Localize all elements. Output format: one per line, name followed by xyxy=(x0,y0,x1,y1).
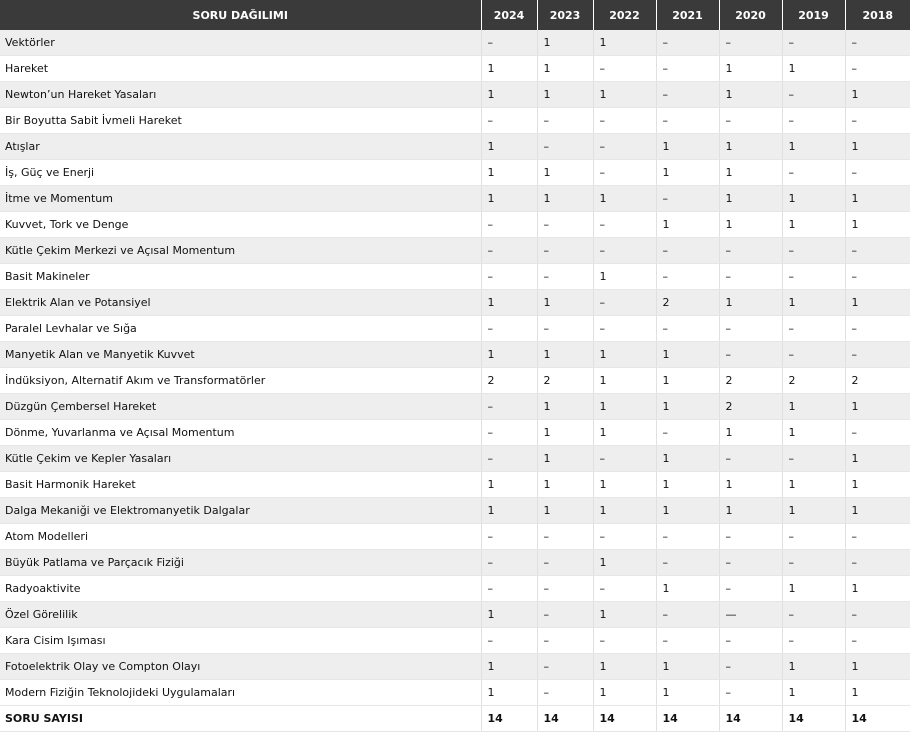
count-cell: – xyxy=(845,524,910,550)
count-cell: 1 xyxy=(593,420,656,446)
count-cell: 1 xyxy=(593,342,656,368)
count-cell: 2 xyxy=(845,368,910,394)
topic-cell: Atom Modelleri xyxy=(0,524,481,550)
count-cell: – xyxy=(845,602,910,628)
count-cell: 1 xyxy=(719,212,782,238)
table-row xyxy=(0,394,910,420)
total-cell: 14 xyxy=(782,706,845,732)
table-row xyxy=(0,56,910,82)
count-cell: 1 xyxy=(782,472,845,498)
count-cell: – xyxy=(593,134,656,160)
count-cell: – xyxy=(719,316,782,342)
count-cell: 2 xyxy=(719,368,782,394)
topic-cell: Radyoaktivite xyxy=(0,576,481,602)
count-cell: 1 xyxy=(845,186,910,212)
count-cell: 1 xyxy=(537,160,593,186)
topic-cell: Kütle Çekim Merkezi ve Açısal Momentum xyxy=(0,238,481,264)
table-row xyxy=(0,628,910,654)
count-cell: – xyxy=(782,316,845,342)
count-cell: 1 xyxy=(593,550,656,576)
topic-cell: Dönme, Yuvarlanma ve Açısal Momentum xyxy=(0,420,481,446)
topic-cell: Modern Fiziğin Teknolojideki Uygulamaları xyxy=(0,680,481,706)
table-body xyxy=(0,30,910,732)
count-cell: – xyxy=(593,56,656,82)
count-cell: 1 xyxy=(656,680,719,706)
count-cell: 1 xyxy=(782,290,845,316)
table-row xyxy=(0,368,910,394)
table-row xyxy=(0,212,910,238)
count-cell: – xyxy=(782,602,845,628)
header-year: 2018 xyxy=(845,0,910,30)
table-row xyxy=(0,602,910,628)
header-row xyxy=(0,0,910,30)
count-cell: 1 xyxy=(481,82,537,108)
topic-cell: Dalga Mekaniği ve Elektromanyetik Dalgalar xyxy=(0,498,481,524)
count-cell: – xyxy=(782,160,845,186)
count-cell: 1 xyxy=(537,30,593,56)
count-cell: – xyxy=(593,108,656,134)
count-cell: – xyxy=(537,524,593,550)
count-cell: – xyxy=(845,160,910,186)
count-cell: – xyxy=(845,628,910,654)
count-cell: – xyxy=(845,316,910,342)
count-cell: — xyxy=(719,602,782,628)
count-cell: – xyxy=(719,680,782,706)
header-year: 2021 xyxy=(656,0,719,30)
count-cell: 1 xyxy=(537,82,593,108)
count-cell: 1 xyxy=(845,654,910,680)
count-cell: – xyxy=(782,108,845,134)
count-cell: 1 xyxy=(656,576,719,602)
count-cell: 1 xyxy=(719,56,782,82)
count-cell: – xyxy=(719,576,782,602)
count-cell: 1 xyxy=(782,576,845,602)
count-cell: 1 xyxy=(845,446,910,472)
count-cell: 1 xyxy=(593,498,656,524)
count-cell: – xyxy=(537,680,593,706)
count-cell: 1 xyxy=(481,498,537,524)
table-row xyxy=(0,290,910,316)
count-cell: 1 xyxy=(845,680,910,706)
count-cell: 1 xyxy=(782,654,845,680)
count-cell: – xyxy=(593,212,656,238)
count-cell: 2 xyxy=(481,368,537,394)
header-topic: SORU DAĞILIMI xyxy=(0,0,481,30)
count-cell: 1 xyxy=(593,680,656,706)
count-cell: 2 xyxy=(656,290,719,316)
count-cell: – xyxy=(537,550,593,576)
count-cell: – xyxy=(593,160,656,186)
count-cell: 1 xyxy=(782,394,845,420)
count-cell: 1 xyxy=(845,498,910,524)
table-row xyxy=(0,342,910,368)
count-cell: 1 xyxy=(719,134,782,160)
count-cell: 1 xyxy=(782,212,845,238)
table-row xyxy=(0,680,910,706)
topic-cell: Paralel Levhalar ve Sığa xyxy=(0,316,481,342)
count-cell: – xyxy=(656,186,719,212)
count-cell: 1 xyxy=(481,290,537,316)
count-cell: 1 xyxy=(845,394,910,420)
count-cell: 1 xyxy=(593,472,656,498)
count-cell: – xyxy=(656,108,719,134)
count-cell: – xyxy=(537,108,593,134)
count-cell: – xyxy=(537,628,593,654)
count-cell: – xyxy=(481,108,537,134)
topic-cell: Düzgün Çembersel Hareket xyxy=(0,394,481,420)
total-row xyxy=(0,706,910,732)
count-cell: 1 xyxy=(656,394,719,420)
topic-cell: Kara Cisim Işıması xyxy=(0,628,481,654)
count-cell: – xyxy=(656,30,719,56)
count-cell: – xyxy=(719,30,782,56)
count-cell: – xyxy=(656,238,719,264)
count-cell: – xyxy=(656,264,719,290)
count-cell: 1 xyxy=(481,56,537,82)
count-cell: 1 xyxy=(845,290,910,316)
count-cell: 1 xyxy=(782,680,845,706)
table-row xyxy=(0,316,910,342)
count-cell: – xyxy=(719,264,782,290)
count-cell: – xyxy=(537,238,593,264)
count-cell: 1 xyxy=(656,342,719,368)
count-cell: 1 xyxy=(782,56,845,82)
count-cell: 1 xyxy=(656,472,719,498)
count-cell: – xyxy=(782,30,845,56)
table-row xyxy=(0,446,910,472)
total-cell: 14 xyxy=(656,706,719,732)
count-cell: – xyxy=(481,550,537,576)
header-year: 2022 xyxy=(593,0,656,30)
count-cell: – xyxy=(537,602,593,628)
count-cell: – xyxy=(782,238,845,264)
count-cell: 1 xyxy=(481,186,537,212)
count-cell: 1 xyxy=(593,602,656,628)
count-cell: – xyxy=(481,212,537,238)
count-cell: – xyxy=(719,628,782,654)
table-row xyxy=(0,576,910,602)
count-cell: 1 xyxy=(719,498,782,524)
count-cell: 1 xyxy=(593,368,656,394)
count-cell: 1 xyxy=(845,472,910,498)
count-cell: 1 xyxy=(593,394,656,420)
table-row xyxy=(0,134,910,160)
count-cell: 1 xyxy=(656,654,719,680)
count-cell: 1 xyxy=(593,30,656,56)
count-cell: 1 xyxy=(719,472,782,498)
count-cell: 1 xyxy=(537,342,593,368)
count-cell: 1 xyxy=(845,576,910,602)
count-cell: – xyxy=(593,628,656,654)
count-cell: – xyxy=(656,524,719,550)
count-cell: 1 xyxy=(782,498,845,524)
total-cell: 14 xyxy=(845,706,910,732)
count-cell: 1 xyxy=(481,680,537,706)
total-cell: 14 xyxy=(537,706,593,732)
topic-cell: Özel Görelilik xyxy=(0,602,481,628)
topic-cell: Bir Boyutta Sabit İvmeli Hareket xyxy=(0,108,481,134)
count-cell: – xyxy=(481,420,537,446)
count-cell: – xyxy=(845,238,910,264)
count-cell: – xyxy=(719,654,782,680)
count-cell: 1 xyxy=(845,134,910,160)
topic-cell: Basit Harmonik Hareket xyxy=(0,472,481,498)
count-cell: – xyxy=(782,524,845,550)
count-cell: – xyxy=(656,420,719,446)
count-cell: – xyxy=(719,238,782,264)
topic-cell: Kütle Çekim ve Kepler Yasaları xyxy=(0,446,481,472)
count-cell: – xyxy=(537,134,593,160)
count-cell: 1 xyxy=(481,160,537,186)
count-cell: 1 xyxy=(537,394,593,420)
table-row xyxy=(0,654,910,680)
topic-cell: Vektörler xyxy=(0,30,481,56)
count-cell: – xyxy=(481,446,537,472)
count-cell: – xyxy=(593,524,656,550)
count-cell: 1 xyxy=(537,446,593,472)
count-cell: – xyxy=(845,264,910,290)
table-row xyxy=(0,108,910,134)
count-cell: 1 xyxy=(537,56,593,82)
topic-cell: Newton’un Hareket Yasaları xyxy=(0,82,481,108)
count-cell: 1 xyxy=(656,212,719,238)
count-cell: – xyxy=(593,316,656,342)
count-cell: 1 xyxy=(656,446,719,472)
total-cell: 14 xyxy=(481,706,537,732)
count-cell: – xyxy=(593,446,656,472)
topic-cell: Basit Makineler xyxy=(0,264,481,290)
header-year: 2023 xyxy=(537,0,593,30)
topic-cell: İtme ve Momentum xyxy=(0,186,481,212)
count-cell: 1 xyxy=(537,498,593,524)
topic-cell: İş, Güç ve Enerji xyxy=(0,160,481,186)
topic-cell: Hareket xyxy=(0,56,481,82)
count-cell: 1 xyxy=(481,602,537,628)
count-cell: – xyxy=(845,108,910,134)
table-row xyxy=(0,472,910,498)
count-cell: 1 xyxy=(782,420,845,446)
total-label: SORU SAYISI xyxy=(0,706,481,732)
count-cell: – xyxy=(593,290,656,316)
count-cell: 1 xyxy=(481,134,537,160)
count-cell: – xyxy=(719,550,782,576)
table-row xyxy=(0,238,910,264)
total-cell: 14 xyxy=(719,706,782,732)
count-cell: – xyxy=(656,56,719,82)
table-row xyxy=(0,186,910,212)
count-cell: – xyxy=(845,342,910,368)
topic-cell: Elektrik Alan ve Potansiyel xyxy=(0,290,481,316)
count-cell: 1 xyxy=(782,134,845,160)
count-cell: – xyxy=(481,238,537,264)
count-cell: – xyxy=(782,82,845,108)
topic-cell: Fotoelektrik Olay ve Compton Olayı xyxy=(0,654,481,680)
count-cell: – xyxy=(719,342,782,368)
header-year: 2020 xyxy=(719,0,782,30)
count-cell: – xyxy=(782,264,845,290)
count-cell: – xyxy=(537,576,593,602)
count-cell: – xyxy=(481,524,537,550)
table-row xyxy=(0,82,910,108)
topic-cell: Kuvvet, Tork ve Denge xyxy=(0,212,481,238)
count-cell: 1 xyxy=(656,498,719,524)
count-cell: – xyxy=(782,342,845,368)
count-cell: 1 xyxy=(593,186,656,212)
count-cell: 1 xyxy=(481,654,537,680)
count-cell: 2 xyxy=(719,394,782,420)
table-row xyxy=(0,420,910,446)
count-cell: 1 xyxy=(481,342,537,368)
count-cell: 2 xyxy=(782,368,845,394)
count-cell: – xyxy=(845,550,910,576)
topic-cell: İndüksiyon, Alternatif Akım ve Transformatörler xyxy=(0,368,481,394)
table-row xyxy=(0,524,910,550)
count-cell: – xyxy=(845,30,910,56)
count-cell: 1 xyxy=(845,82,910,108)
count-cell: – xyxy=(719,108,782,134)
count-cell: 1 xyxy=(537,290,593,316)
count-cell: 1 xyxy=(656,160,719,186)
count-cell: – xyxy=(656,316,719,342)
count-cell: – xyxy=(481,316,537,342)
count-cell: – xyxy=(537,316,593,342)
count-cell: – xyxy=(845,56,910,82)
count-cell: – xyxy=(656,82,719,108)
count-cell: – xyxy=(481,576,537,602)
table-row xyxy=(0,160,910,186)
count-cell: 1 xyxy=(656,368,719,394)
count-cell: – xyxy=(537,264,593,290)
count-cell: – xyxy=(845,420,910,446)
header-year: 2024 xyxy=(481,0,537,30)
count-cell: 1 xyxy=(537,420,593,446)
table-row xyxy=(0,498,910,524)
count-cell: – xyxy=(481,264,537,290)
total-cell: 14 xyxy=(593,706,656,732)
count-cell: – xyxy=(719,446,782,472)
count-cell: – xyxy=(593,576,656,602)
count-cell: – xyxy=(537,212,593,238)
count-cell: 1 xyxy=(481,472,537,498)
count-cell: – xyxy=(782,628,845,654)
count-cell: – xyxy=(782,446,845,472)
count-cell: – xyxy=(481,394,537,420)
count-cell: 1 xyxy=(845,212,910,238)
count-cell: – xyxy=(593,238,656,264)
count-cell: 1 xyxy=(537,186,593,212)
count-cell: – xyxy=(719,524,782,550)
count-cell: – xyxy=(782,550,845,576)
table-row xyxy=(0,550,910,576)
table-row xyxy=(0,264,910,290)
count-cell: – xyxy=(481,30,537,56)
count-cell: 1 xyxy=(593,264,656,290)
count-cell: 2 xyxy=(537,368,593,394)
count-cell: – xyxy=(481,628,537,654)
topic-cell: Manyetik Alan ve Manyetik Kuvvet xyxy=(0,342,481,368)
count-cell: 1 xyxy=(719,420,782,446)
count-cell: 1 xyxy=(537,472,593,498)
count-cell: 1 xyxy=(656,134,719,160)
count-cell: 1 xyxy=(719,82,782,108)
topic-cell: Atışlar xyxy=(0,134,481,160)
count-cell: 1 xyxy=(593,654,656,680)
count-cell: – xyxy=(537,654,593,680)
header-year: 2019 xyxy=(782,0,845,30)
count-cell: 1 xyxy=(782,186,845,212)
count-cell: 1 xyxy=(719,186,782,212)
count-cell: 1 xyxy=(719,290,782,316)
count-cell: – xyxy=(656,602,719,628)
count-cell: – xyxy=(656,550,719,576)
topic-cell: Büyük Patlama ve Parçacık Fiziği xyxy=(0,550,481,576)
count-cell: – xyxy=(656,628,719,654)
table-row xyxy=(0,30,910,56)
count-cell: 1 xyxy=(719,160,782,186)
count-cell: 1 xyxy=(593,82,656,108)
